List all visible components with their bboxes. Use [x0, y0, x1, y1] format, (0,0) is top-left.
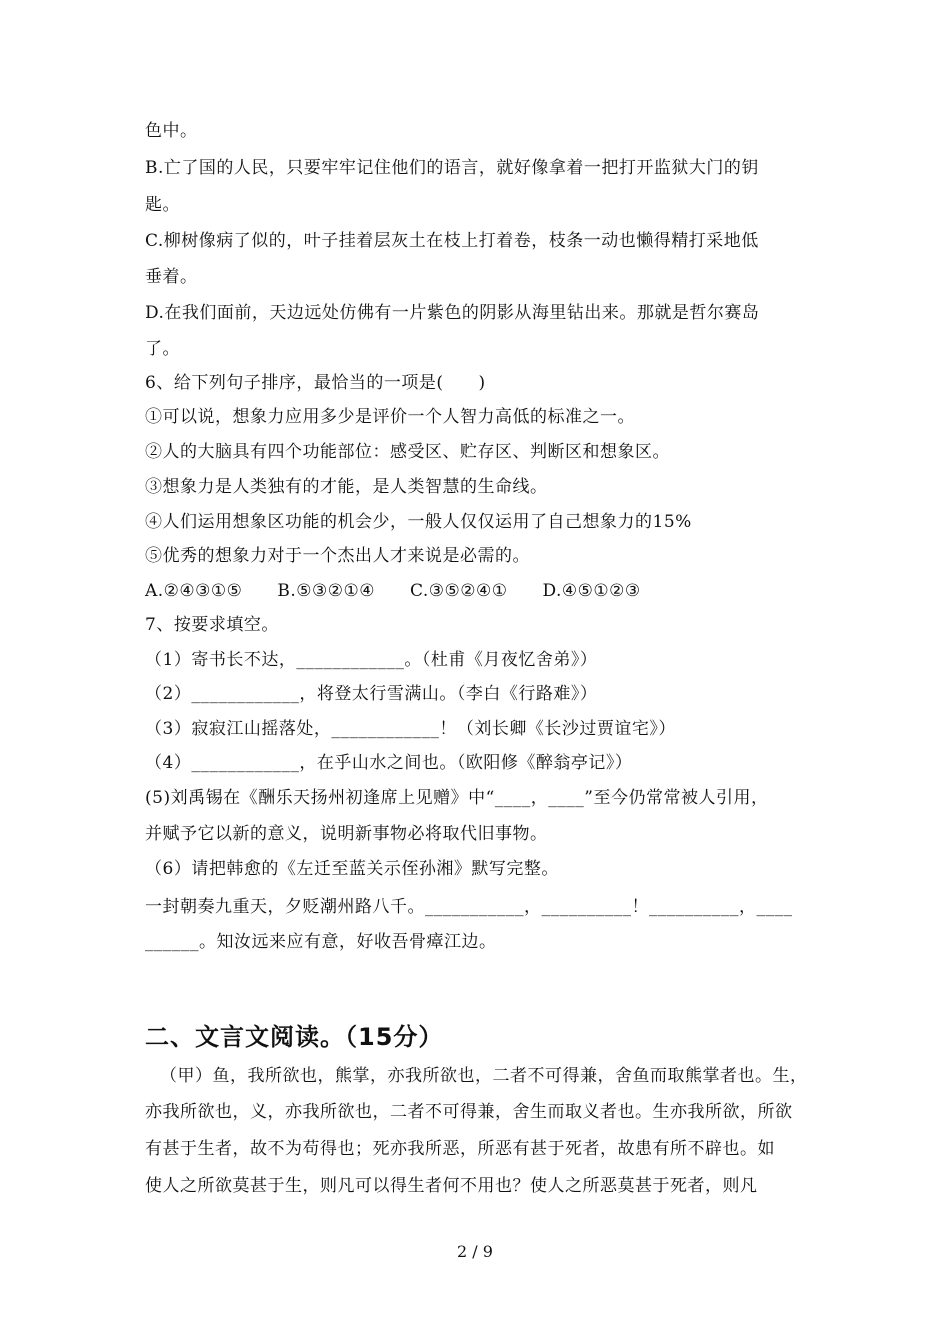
text-line: 匙。	[145, 195, 180, 215]
text-line: 色中。	[145, 121, 198, 141]
fill-item-4: （4）____________，在乎山水之间也。（欧阳修《醉翁亭记》）	[145, 753, 633, 773]
fill-item-2: （2）____________，将登太行雪满山。（李白《行路难》）	[145, 684, 598, 704]
fill-item-5: (5)刘禹锡在《酬乐天扬州初逢席上见赠》中“____，____”至今仍常常被人引用，	[145, 788, 769, 808]
fill-item-5-cont: 并赋予它以新的意义，说明新事物必将取代旧事物。	[145, 824, 548, 844]
passage-line: 使人之所欲莫甚于生，则凡可以得生者何不用也？使人之所恶莫甚于死者，则凡	[145, 1176, 758, 1196]
sentence-2: ②人的大脑具有四个功能部位：感受区、贮存区、判断区和想象区。	[145, 442, 670, 462]
sentence-1: ①可以说，想象力应用多少是评价一个人智力高低的标准之一。	[145, 407, 635, 427]
text-line: C.柳树像病了似的，叶子挂着层灰土在枝上打着卷，枝条一动也懒得精打采地低	[145, 231, 759, 251]
poem-line-2: ______。知汝远来应有意，好收吾骨瘴江边。	[145, 932, 497, 952]
page-number: 2 / 9	[457, 1242, 493, 1261]
text-line: B.亡了国的人民，只要牢牢记住他们的语言，就好像拿着一把打开监狱大门的钥	[145, 158, 759, 178]
passage-line: 有甚于生者，故不为苟得也；死亦我所恶，所恶有甚于死者，故患有所不辟也。如	[145, 1139, 775, 1159]
text-line: 了。	[145, 339, 180, 359]
question-7-title: 7、按要求填空。	[145, 615, 279, 635]
text-line: 垂着。	[145, 267, 198, 287]
sentence-4: ④人们运用想象区功能的机会少，一般人仅仅运用了自己想象力的15%	[145, 512, 692, 532]
question-6-title: 6、给下列句子排序，最恰当的一项是( )	[145, 373, 486, 393]
fill-item-3: （3）寂寂江山摇落处，____________！（刘长卿《长沙过贾谊宅》）	[145, 719, 676, 739]
answer-options: A.②④③①⑤ B.⑤③②①④ C.③⑤②④① D.④⑤①②③	[145, 581, 641, 601]
text-line: D.在我们面前，天边远处仿佛有一片紫色的阴影从海里钻出来。那就是哲尔赛岛	[145, 303, 760, 323]
section-heading: 二、文言文阅读。（15分）	[145, 1023, 444, 1051]
sentence-3: ③想象力是人类独有的才能，是人类智慧的生命线。	[145, 477, 548, 497]
poem-line-1: 一封朝奏九重天，夕贬潮州路八千。___________，__________！__________，____	[145, 897, 793, 917]
sentence-5: ⑤优秀的想象力对于一个杰出人才来说是必需的。	[145, 546, 530, 566]
fill-item-6: （6）请把韩愈的《左迁至蓝关示侄孙湘》默写完整。	[145, 859, 559, 879]
passage-line: 亦我所欲也，义，亦我所欲也，二者不可得兼，舍生而取义者也。生亦我所欲，所欲	[145, 1102, 793, 1122]
fill-item-1: （1）寄书长不达，____________。（杜甫《月夜忆舍弟》）	[145, 650, 598, 670]
passage-line: （甲）鱼，我所欲也，熊掌，亦我所欲也，二者不可得兼，舍鱼而取熊掌者也。生，	[160, 1066, 808, 1086]
